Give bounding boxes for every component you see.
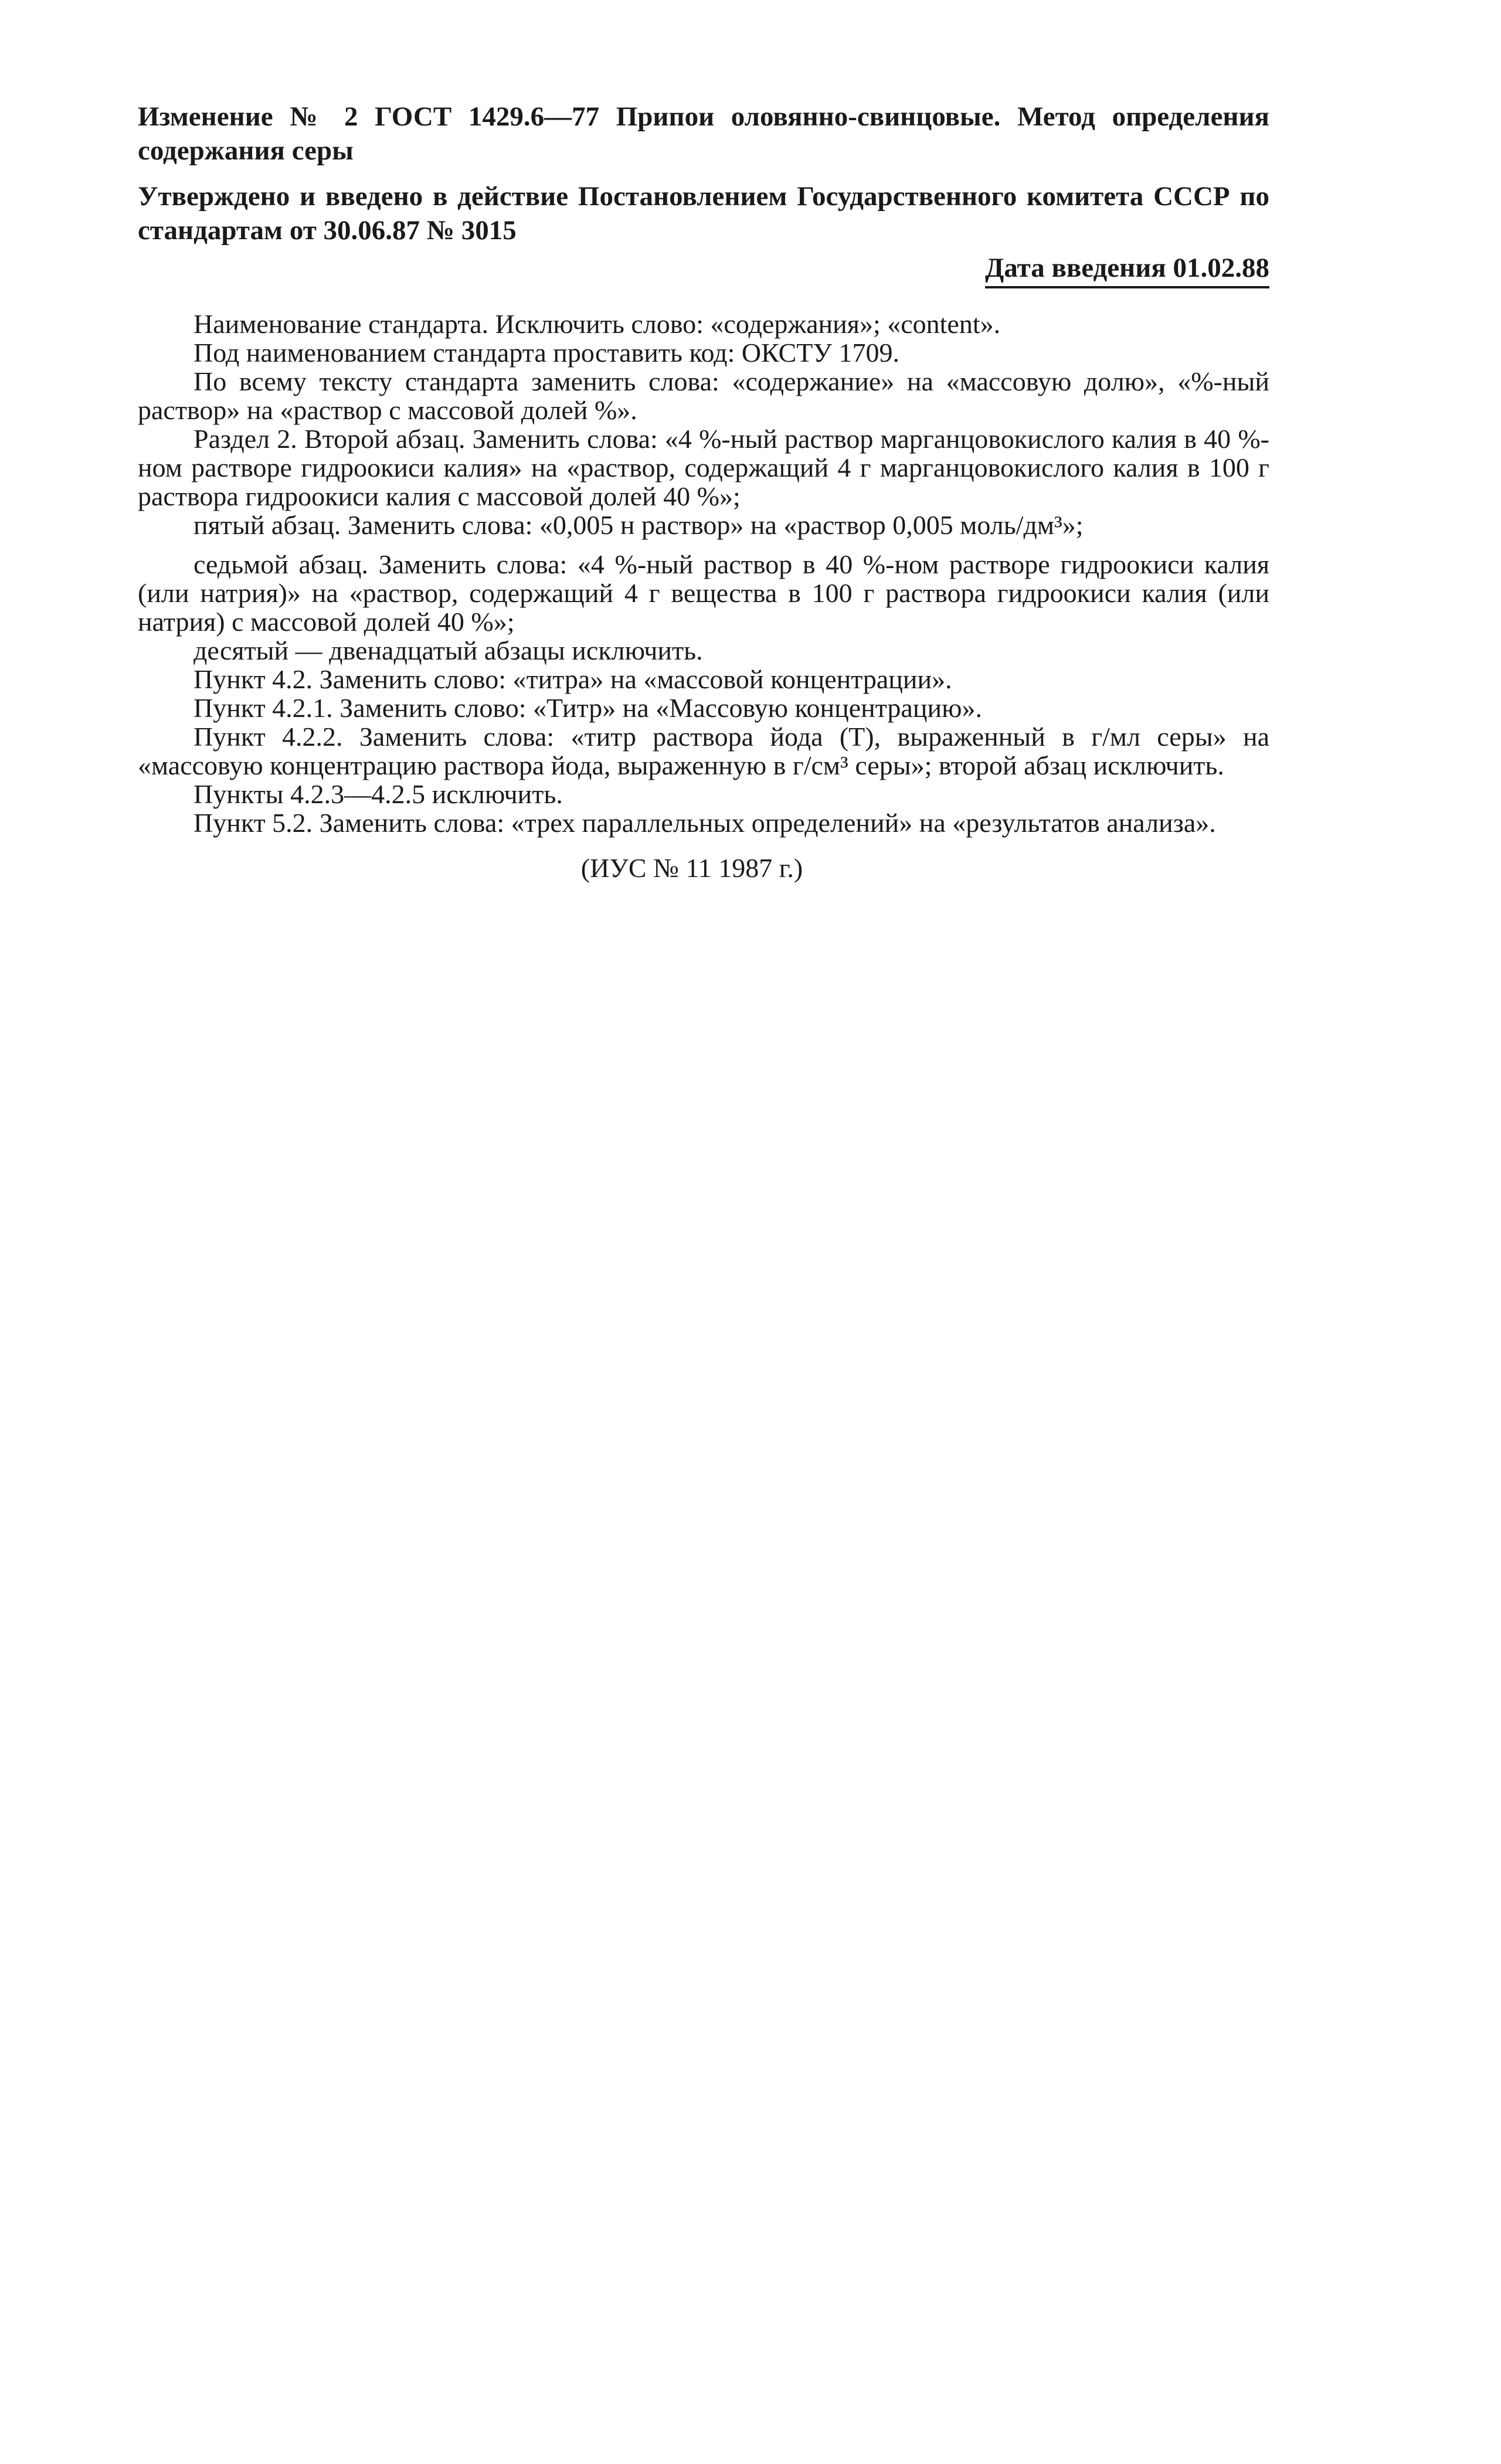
paragraph: Наименование стандарта. Исключить слово: «содержания»; «content». (193, 309, 1001, 339)
effective-date: Дата введения 01.02.88 (985, 251, 1269, 288)
publication-reference: (ИУС № 11 1987 г.) (580, 853, 803, 883)
paragraph: Раздел 2. Второй абзац. Заменить слова: «4 %-ный раствор марганцовокислого калия в 40 %-ном растворе гидроокиси калия» на «раствор, содержащий 4 г марганцовокислого калия в 100 г раствора гидроокиси калия с массовой долей 40 %»; (138, 424, 1269, 511)
paragraph: Под наименованием стандарта проставить код: ОКСТУ 1709. (193, 338, 899, 368)
paragraph: Пункты 4.2.3—4.2.5 исключить. (193, 779, 563, 809)
paragraph: седьмой абзац. Заменить слова: «4 %-ный раствор в 40 %-ном растворе гидроокиси калия (или натрия)» на «раствор, содержащий 4 г вещества в 100 г раствора гидроокиси калия (или натрия) с массовой долей 40 %»; (138, 549, 1269, 637)
paragraph: Пункт 4.2.1. Заменить слово: «Титр» на «Массовую концентрацию». (193, 693, 982, 723)
paragraph: десятый — двенадцатый абзацы исключить. (193, 635, 703, 665)
effective-date-row (138, 251, 1269, 288)
paragraph: Пункт 4.2. Заменить слово: «титра» на «массовой концентрации». (193, 664, 952, 694)
approval-statement: Утверждено и введено в действие Постановлением Государственного комитета СССР по стандартам от 30.06.87 № 3015 (138, 181, 1269, 246)
document-page (138, 100, 1269, 885)
paragraph: пятый абзац. Заменить слова: «0,005 н раствор» на «раствор 0,005 моль/дм³»; (193, 510, 1084, 540)
document-title: Изменение № 2 ГОСТ 1429.6—77 Припои оловянно-свинцовые. Метод определения содержания серы (138, 101, 1269, 166)
paragraph: Пункт 5.2. Заменить слова: «трех параллельных определений» на «результатов анализа». (193, 808, 1216, 838)
paragraph: Пункт 4.2.2. Заменить слова: «титр раствора йода (Т), выраженный в г/мл серы» на «массовую концентрацию раствора йода, выраженную в г/см³ серы»; второй абзац исключить. (138, 722, 1269, 780)
paragraph: По всему тексту стандарта заменить слова: «содержание» на «массовую долю», «%-ный раствор» на «раствор с массовой долей %». (138, 366, 1269, 425)
amendment-body (138, 310, 1269, 837)
